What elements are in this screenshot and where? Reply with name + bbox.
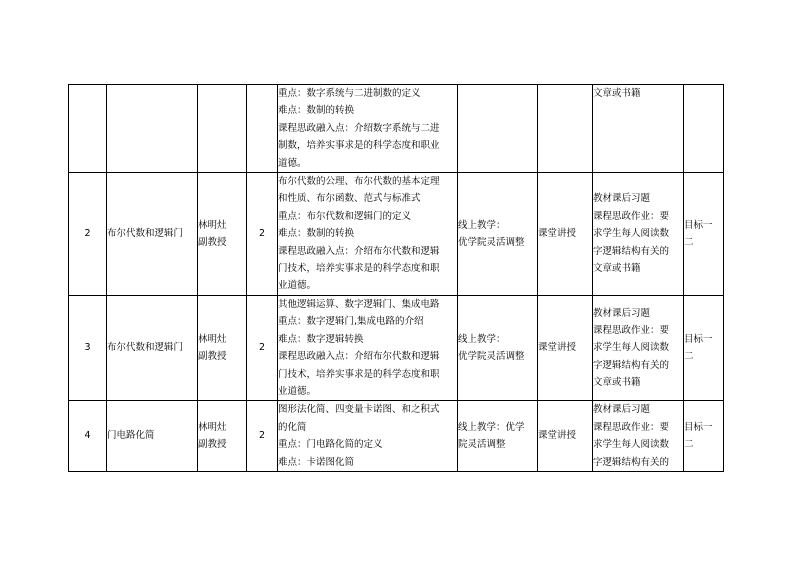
cell-hours xyxy=(247,401,278,472)
cell-assignment-line: 文章或书籍 xyxy=(593,88,641,99)
cell-number-text: 3 xyxy=(84,342,91,354)
cell-teacher-line: 林明灶 xyxy=(198,333,227,345)
cell-assignment-line: 求学生每人阅读数 xyxy=(593,342,670,354)
cell-assignment-line: 字逻辑结构有关的 xyxy=(593,359,670,371)
cell-assignment-line: 求学生每人阅读数 xyxy=(593,439,670,451)
cell-teacher xyxy=(198,401,247,472)
cell-method xyxy=(458,173,538,296)
cell-topic xyxy=(107,295,198,400)
cell-teacher xyxy=(198,295,247,400)
cell-teacher-line: 副教授 xyxy=(198,351,227,363)
cell-method xyxy=(458,401,538,472)
cell-assignment-line: 教材课后习题 xyxy=(593,307,651,319)
cell-content-line: 课程思政融入点：介绍数字系统与二进 xyxy=(278,122,440,134)
cell-form xyxy=(538,401,593,472)
cell-content xyxy=(278,401,458,472)
cell-assignment-line: 教材课后习题 xyxy=(593,404,651,416)
cell-goal-line: 二 xyxy=(684,351,694,363)
table-row xyxy=(69,173,724,296)
cell-content-line: 难点：卡诺图化简 xyxy=(278,456,355,468)
cell-teacher xyxy=(198,85,247,173)
cell-method xyxy=(458,85,538,173)
cell-goal-line: 二 xyxy=(684,439,694,451)
cell-content-line: 图形法化简、四变量卡诺图、和之积式 xyxy=(278,404,440,416)
cell-method-line: 优学院灵活调整 xyxy=(458,351,525,363)
cell-assignment xyxy=(593,85,684,173)
cell-content-line: 门技术，培养实事求是的科学态度和职 xyxy=(278,368,440,380)
cell-number xyxy=(69,295,107,400)
cell-content-line: 难点：数制的转换 xyxy=(278,105,355,117)
table-row xyxy=(69,295,724,400)
cell-content-line: 业道德。 xyxy=(278,385,317,397)
cell-hours-text: 2 xyxy=(258,228,266,240)
cell-method-line: 院灵活调整 xyxy=(458,439,506,451)
cell-content-line: 重点：布尔代数和逻辑门的定义 xyxy=(278,210,412,222)
cell-method-line: 线上教学： xyxy=(458,333,506,345)
cell-method-line: 线上教学：优学 xyxy=(458,421,525,433)
cell-content-line: 制数，培养实事求是的科学态度和职业 xyxy=(278,140,440,152)
cell-content xyxy=(278,85,458,173)
cell-topic xyxy=(107,173,198,296)
cell-form-text: 课堂讲授 xyxy=(538,228,577,240)
cell-form xyxy=(538,85,593,173)
cell-hours xyxy=(247,295,278,400)
cell-assignment-line: 文章或书籍 xyxy=(593,263,641,275)
cell-content xyxy=(278,173,458,296)
cell-assignment-line: 教材课后习题 xyxy=(593,193,651,205)
cell-topic-text: 布尔代数和逻辑门 xyxy=(107,228,184,240)
cell-goal xyxy=(684,295,724,400)
cell-content-line: 道德。 xyxy=(278,157,307,169)
cell-assignment-line: 课程思政作业：要 xyxy=(593,421,670,433)
cell-form xyxy=(538,173,593,296)
cell-goal xyxy=(684,173,724,296)
cell-hours-text: 2 xyxy=(258,342,266,354)
cell-topic-text: 布尔代数和逻辑门 xyxy=(107,342,184,354)
cell-content-line: 的化简 xyxy=(278,421,307,433)
cell-topic-text: 门电路化简 xyxy=(107,430,155,442)
cell-content-line: 难点：数制的转换 xyxy=(278,228,355,240)
cell-assignment xyxy=(593,295,684,400)
cell-assignment-line: 课程思政作业：要 xyxy=(593,324,670,336)
cell-goal-line: 目标一 xyxy=(684,333,713,345)
cell-content-line: 重点：数字系统与二进制数的定义 xyxy=(278,88,421,99)
cell-content-line: 业道德。 xyxy=(278,280,317,292)
cell-content-line: 门技术，培养实事求是的科学态度和职 xyxy=(278,263,440,275)
cell-hours-text: 2 xyxy=(258,430,266,442)
cell-assignment-line: 文章或书籍 xyxy=(593,377,641,389)
cell-goal xyxy=(684,401,724,472)
cell-hours xyxy=(247,173,278,296)
cell-goal-line: 目标一 xyxy=(684,219,713,231)
cell-content-line: 课程思政融入点：介绍布尔代数和逻辑 xyxy=(278,245,440,257)
cell-number xyxy=(69,173,107,296)
cell-teacher-line: 副教授 xyxy=(198,236,227,248)
cell-number-text: 4 xyxy=(84,430,91,442)
cell-form-text: 课堂讲授 xyxy=(538,342,577,354)
cell-content-line: 其他逻辑运算、数字逻辑门、集成电路 xyxy=(278,298,440,310)
cell-teacher xyxy=(198,173,247,296)
cell-content-line: 难点：数字逻辑转换 xyxy=(278,333,364,345)
cell-teacher-line: 副教授 xyxy=(198,439,227,451)
cell-form-text: 课堂讲授 xyxy=(538,430,577,442)
cell-content-line: 重点：数字逻辑门,集成电路的介绍 xyxy=(278,316,424,328)
cell-goal-line: 二 xyxy=(684,236,694,248)
cell-number xyxy=(69,85,107,173)
cell-method-line: 优学院灵活调整 xyxy=(458,236,525,248)
cell-assignment-line: 求学生每人阅读数 xyxy=(593,228,670,240)
cell-content-line: 课程思政融入点：介绍布尔代数和逻辑 xyxy=(278,351,440,363)
cell-form xyxy=(538,295,593,400)
syllabus-table xyxy=(68,84,724,472)
cell-teacher-line: 林明灶 xyxy=(198,421,227,433)
cell-number xyxy=(69,401,107,472)
cell-number-text: 2 xyxy=(84,228,91,240)
cell-content-line: 布尔代数的公理、布尔代数的基本定理 xyxy=(278,176,440,188)
cell-goal-line: 目标一 xyxy=(684,421,713,433)
cell-content-line: 重点：门电路化简的定义 xyxy=(278,439,383,451)
cell-assignment xyxy=(593,401,684,472)
cell-method-line: 线上教学： xyxy=(458,219,506,231)
cell-content-line: 和性质、布尔函数、范式与标准式 xyxy=(278,193,421,205)
cell-hours xyxy=(247,85,278,173)
cell-assignment-line: 字逻辑结构有关的 xyxy=(593,456,670,468)
cell-topic xyxy=(107,85,198,173)
table-row xyxy=(69,401,724,472)
cell-assignment-line: 字逻辑结构有关的 xyxy=(593,245,670,257)
cell-assignment-line: 课程思政作业：要 xyxy=(593,210,670,222)
cell-method xyxy=(458,295,538,400)
cell-goal xyxy=(684,85,724,173)
cell-assignment xyxy=(593,173,684,296)
cell-content xyxy=(278,295,458,400)
table-row xyxy=(69,85,724,173)
table-body xyxy=(69,85,724,472)
cell-teacher-line: 林明灶 xyxy=(198,219,227,231)
cell-topic xyxy=(107,401,198,472)
